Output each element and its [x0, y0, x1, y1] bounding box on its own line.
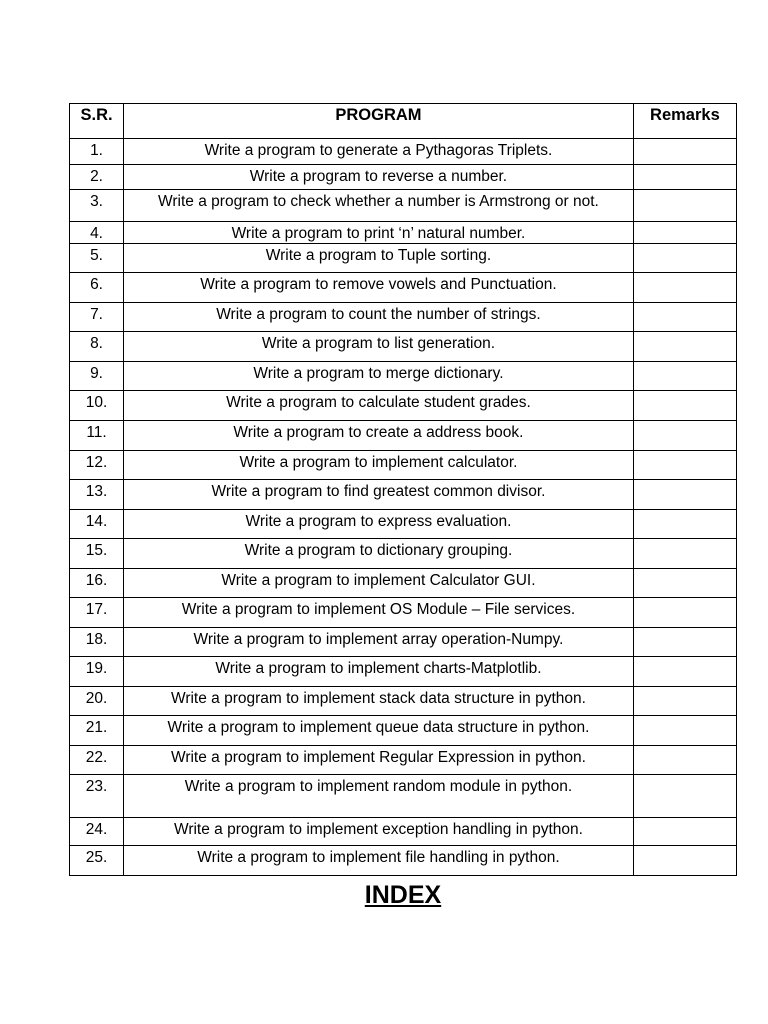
sr-cell: 8.: [70, 332, 124, 362]
remarks-cell: [633, 569, 736, 598]
sr-cell: 15.: [70, 539, 124, 569]
program-cell: Write a program to implement random module in python.: [124, 775, 634, 818]
sr-cell: 1.: [70, 139, 124, 165]
program-cell: Write a program to count the number of strings.: [124, 303, 634, 332]
sr-cell: 17.: [70, 598, 124, 628]
program-cell: Write a program to implement Regular Expression in python.: [124, 746, 634, 775]
program-cell: Write a program to print ‘n’ natural number.: [124, 222, 634, 244]
remarks-cell: [633, 657, 736, 687]
remarks-cell: [633, 846, 736, 876]
table-row: [70, 687, 737, 716]
sr-cell: 23.: [70, 775, 124, 818]
remarks-cell: [633, 244, 736, 273]
sr-cell: 21.: [70, 716, 124, 746]
program-cell: Write a program to implement array operation-Numpy.: [124, 628, 634, 657]
sr-cell: 19.: [70, 657, 124, 687]
remarks-cell: [633, 598, 736, 628]
table-row: [70, 746, 737, 775]
table-row: [70, 139, 737, 165]
program-cell: Write a program to implement exception handling in python.: [124, 818, 634, 846]
table-row: [70, 362, 737, 391]
page-title: INDEX: [364, 881, 442, 909]
program-cell: Write a program to generate a Pythagoras Triplets.: [124, 139, 634, 165]
remarks-cell: [633, 539, 736, 569]
program-cell: Write a program to check whether a number is Armstrong or not.: [124, 190, 634, 222]
sr-cell: 10.: [70, 391, 124, 421]
sr-cell: 11.: [70, 421, 124, 451]
program-cell: Write a program to implement OS Module – File services.: [124, 598, 634, 628]
remarks-cell: [633, 628, 736, 657]
remarks-cell: [633, 190, 736, 222]
program-cell: Write a program to find greatest common divisor.: [124, 480, 634, 510]
remarks-cell: [633, 391, 736, 421]
remarks-cell: [633, 510, 736, 539]
program-cell: Write a program to implement Calculator GUI.: [124, 569, 634, 598]
remarks-cell: [633, 332, 736, 362]
sr-cell: 9.: [70, 362, 124, 391]
program-cell: Write a program to express evaluation.: [124, 510, 634, 539]
remarks-cell: [633, 139, 736, 165]
table-row: [70, 510, 737, 539]
remarks-cell: [633, 480, 736, 510]
sr-cell: 3.: [70, 190, 124, 222]
program-cell: Write a program to Tuple sorting.: [124, 244, 634, 273]
remarks-cell: [633, 362, 736, 391]
remarks-cell: [633, 451, 736, 480]
table-row: [70, 716, 737, 746]
table-row: [70, 391, 737, 421]
table-row: [70, 775, 737, 818]
program-cell: Write a program to implement stack data structure in python.: [124, 687, 634, 716]
table-body: [70, 139, 737, 876]
table-row: [70, 598, 737, 628]
table-row: [70, 303, 737, 332]
table-row: [70, 480, 737, 510]
remarks-cell: [633, 818, 736, 846]
program-index-table: [69, 103, 737, 876]
table-row: [70, 273, 737, 303]
remarks-cell: [633, 273, 736, 303]
program-cell: Write a program to reverse a number.: [124, 165, 634, 190]
table-row: [70, 451, 737, 480]
sr-cell: 14.: [70, 510, 124, 539]
remarks-cell: [633, 222, 736, 244]
sr-cell: 5.: [70, 244, 124, 273]
program-cell: Write a program to create a address book.: [124, 421, 634, 451]
remarks-cell: [633, 165, 736, 190]
table-row: [70, 244, 737, 273]
table-row: [70, 539, 737, 569]
remarks-cell: [633, 303, 736, 332]
remarks-cell: [633, 716, 736, 746]
sr-cell: 4.: [70, 222, 124, 244]
sr-cell: 18.: [70, 628, 124, 657]
remarks-cell: [633, 746, 736, 775]
table-row: [70, 332, 737, 362]
table-row: [70, 846, 737, 876]
sr-cell: 2.: [70, 165, 124, 190]
table-row: [70, 421, 737, 451]
sr-cell: 20.: [70, 687, 124, 716]
sr-cell: 7.: [70, 303, 124, 332]
program-cell: Write a program to implement queue data structure in python.: [124, 716, 634, 746]
program-cell: Write a program to calculate student grades.: [124, 391, 634, 421]
table-row: [70, 657, 737, 687]
remarks-cell: [633, 421, 736, 451]
header-remarks: Remarks: [633, 104, 736, 139]
remarks-cell: [633, 687, 736, 716]
sr-cell: 13.: [70, 480, 124, 510]
sr-cell: 24.: [70, 818, 124, 846]
sr-cell: 6.: [70, 273, 124, 303]
table-row: [70, 190, 737, 222]
program-cell: Write a program to implement file handling in python.: [124, 846, 634, 876]
table-row: [70, 222, 737, 244]
sr-cell: 16.: [70, 569, 124, 598]
header-program: PROGRAM: [124, 104, 634, 139]
program-cell: Write a program to implement calculator.: [124, 451, 634, 480]
sr-cell: 12.: [70, 451, 124, 480]
table-header: [70, 104, 737, 139]
program-cell: Write a program to remove vowels and Punctuation.: [124, 273, 634, 303]
table-row: [70, 818, 737, 846]
program-cell: Write a program to implement charts-Matplotlib.: [124, 657, 634, 687]
program-cell: Write a program to dictionary grouping.: [124, 539, 634, 569]
table-row: [70, 569, 737, 598]
sr-cell: 22.: [70, 746, 124, 775]
table-row: [70, 165, 737, 190]
program-cell: Write a program to merge dictionary.: [124, 362, 634, 391]
remarks-cell: [633, 775, 736, 818]
header-row: [70, 104, 737, 139]
program-cell: Write a program to list generation.: [124, 332, 634, 362]
sr-cell: 25.: [70, 846, 124, 876]
table-row: [70, 628, 737, 657]
header-sr: S.R.: [70, 104, 124, 139]
